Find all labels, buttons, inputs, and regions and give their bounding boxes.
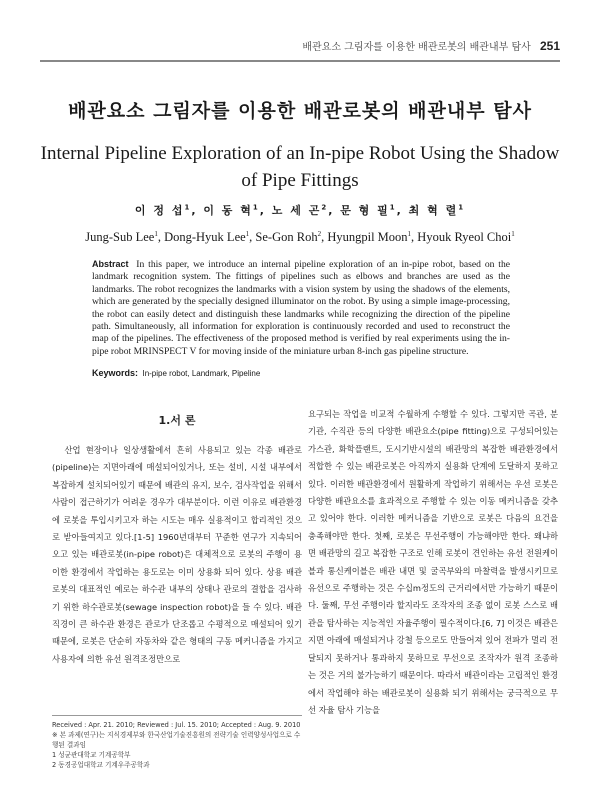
author-en-1-affil: 1 (154, 230, 158, 238)
author-en-5: Hyouk Ryeol Choi (417, 230, 512, 245)
author-en-3: Se-Gon Roh (255, 230, 318, 245)
keywords (92, 368, 510, 378)
body-column-left (52, 406, 302, 668)
author-en-1: Jung-Sub Lee (85, 230, 155, 245)
authors-english: Jung-Sub Lee$^1$, Dong-Hyuk Lee$^1$, Se-Gon Roh$^2$, Hyungpil Moon$^1$, Hyouk Ryeol Choi$^1$ (85, 230, 515, 245)
author-en-4: Hyungpil Moon (327, 230, 408, 245)
author-en-2-affil: 1 (245, 230, 250, 238)
author-ko-4-affil: 1 (389, 203, 397, 212)
author-en-4-affil: 1 (407, 230, 412, 238)
authors-korean: 이 정 섭$^1$, 이 동 혁$^1$, 노 세 곤$^2$, 문 형 필$^1$, 최 혁 렬$^1$ (134, 203, 466, 217)
abstract-label: Abstract (92, 259, 129, 269)
author-ko-4: 문 형 필 (340, 204, 390, 217)
footnote-funding: ※ 본 과제(연구)는 지식경제부와 한국산업기술진흥원의 전략기술 인력양성사업으로 수행된 결과임 (52, 731, 301, 749)
body-column-right (308, 406, 558, 719)
author-ko-1: 이 정 섭 (134, 204, 185, 217)
author-ko-2-affil: 1 (252, 203, 260, 212)
intro-paragraph-right: 요구되는 작업을 비교적 수월하게 수행할 수 있다. 그렇지만 곡관, 분기관, 수직관 등의 다양한 배관요소(pipe fitting)으로 구성되어있는 가스관, 화학플랜트, 도시기반시설의 배관망의 복잡한 배관환경에서 적합한 수 있는 배관로봇은 아직까지 실용화 단계에 도달하지 못하고 있다. 이러한 배관환경에서 원활하게 작업하기 위해서는 우선 로봇은 다양한 배관요소를 효과적으로 주행할 수 있는 이동 메커니즘을 갖추고 있어야 한다. 이러한 메커니즘을 기반으로 로봇은 다음의 요건을 충족해야만 한다. 첫째, 로봇은 무선주행이 가능해야만 한다. 왜냐하면 배관망의 길고 복잡한 구조로 인해 로봇이 견인하는 유선 전원케이블과 통신케이블은 배관 내면 및 굴곡부와의 마찰력을 발생시키므로 유선으로 주행하는 것은 수십m정도의 근거리에서만 가능하기 때문이다. 둘째, 무선 주행이라 할지라도 조작자의 조종 없이 로봇 스스로 배관을 탐사하는 지능적인 자율주행이 필수적이다.[6, 7] 이것은 배관은 지면 아래에 매설되거나 강철 등으로도 만들어져 있어 전파가 멀리 전달되지 못하거나 통과하지 못하므로 무선으로 조작자가 원격 조종하는 것은 거의 불가능하기 때문이다. 따라서 배관이라는 고립적인 환경에서 작업해야 하는 배관로봇이 실용화 되기 위해서는 궁극적으로 무선 자율 탐사 기능을 (308, 409, 558, 715)
author-ko-2: 이 동 혁 (203, 204, 253, 217)
abstract (92, 258, 510, 358)
author-en-2: Dong-Hyuk Lee (164, 230, 246, 245)
abstract-text: In this paper, we introduce an internal pipeline exploration of an in-pipe robot, based on the landmark recognition system. The fittings of pipelines such as elbows and branches are used as the landmarks. The robot recognizes the landmarks with a vision system by using the shadows of the elements, which are generated by the specially designed illuminator on the robot. By using a simple image-processing, the robot can easily detect and distinguish these landmarks while recognizing the direction of the pipeline path. Simultaneously, all information for exploration is continuously recorded and used to reconstruct the map of the pipelines. The effectiveness of the proposed method is verified by real experiments using the in-pipe robot MRINSPECT V for moving inside of the miniature urban 8-inch gas pipeline structure. (92, 259, 511, 357)
author-en-5-affil: 1 (511, 230, 515, 238)
author-ko-3-affil: 2 (321, 203, 329, 212)
footnote-received: Received : Apr. 21. 2010; Reviewed : Jul. 15. 2010; Accepted : Aug. 9. 2010 (52, 721, 301, 729)
author-ko-5-affil: 1 (458, 203, 466, 212)
section-heading: 1.서 론 (158, 414, 196, 427)
author-en-3-affil: 2 (317, 230, 322, 238)
author-ko-5: 최 혁 렬 (408, 204, 459, 217)
intro-paragraph-left: 산업 현장이나 일상생활에서 흔히 사용되고 있는 각종 배관로(pipeline)는 지면아래에 매설되어있거나, 또는 설비, 시설 내부에서 복잡하게 설치되어있기 때문에 배관의 유지, 보수, 검사작업을 위해서 사람이 접근하기가 어려운 경우가 대부분이다. 이런 이유로 배관환경에 로봇을 투입시키고자 하는 시도는 매우 실용적이고 합리적인 것으로 받아들여지고 있다.[1-5] 1960년대부터 꾸준한 연구가 지속되어 오고 있는 배관로봇(in-pipe robot)은 대체적으로 로봇의 주행이 용이한 환경에서 작업하는 용도로는 이미 상용화 되어 있다. 상용 배관로봇의 대표적인 예로는 하수관 내부의 상태나 관로의 결합을 검사하기 위한 하수관로봇(sewage inspection robot)을 들 수 있다. 배관 직경이 큰 하수관 환경은 관로가 단조롭고 수평적으로 매설되어 있기 때문에, 로봇은 단순히 자동차와 같은 형태의 구동 메커니즘을 가지고 사용자에 의한 유선 원격조정만으로 (52, 445, 302, 664)
title-korean: 배관요소 그림자를 이용한 배관로봇의 배관내부 탐사 (68, 100, 532, 122)
footnote-affiliation-1: 1 성균관대학교 기계공학부 (52, 751, 131, 759)
running-head-text: 배관요소 그림자를 이용한 배관로봇의 배관내부 탐사 (302, 42, 531, 53)
running-head (40, 38, 560, 62)
author-ko-1-affil: 1 (184, 203, 192, 212)
keywords-label: Keywords: (92, 368, 139, 378)
page-number: 251 (539, 39, 560, 53)
keywords-text: In-pipe robot, Landmark, Pipeline (142, 369, 261, 378)
title-english: Internal Pipeline Exploration of an In-pipe Robot Using the Shadow of Pipe Fittings (40, 143, 560, 191)
footnotes (52, 715, 302, 770)
author-ko-3: 노 세 곤 (271, 204, 322, 217)
footnote-affiliation-2: 2 동경공업대학교 기계우주공학과 (52, 761, 150, 769)
